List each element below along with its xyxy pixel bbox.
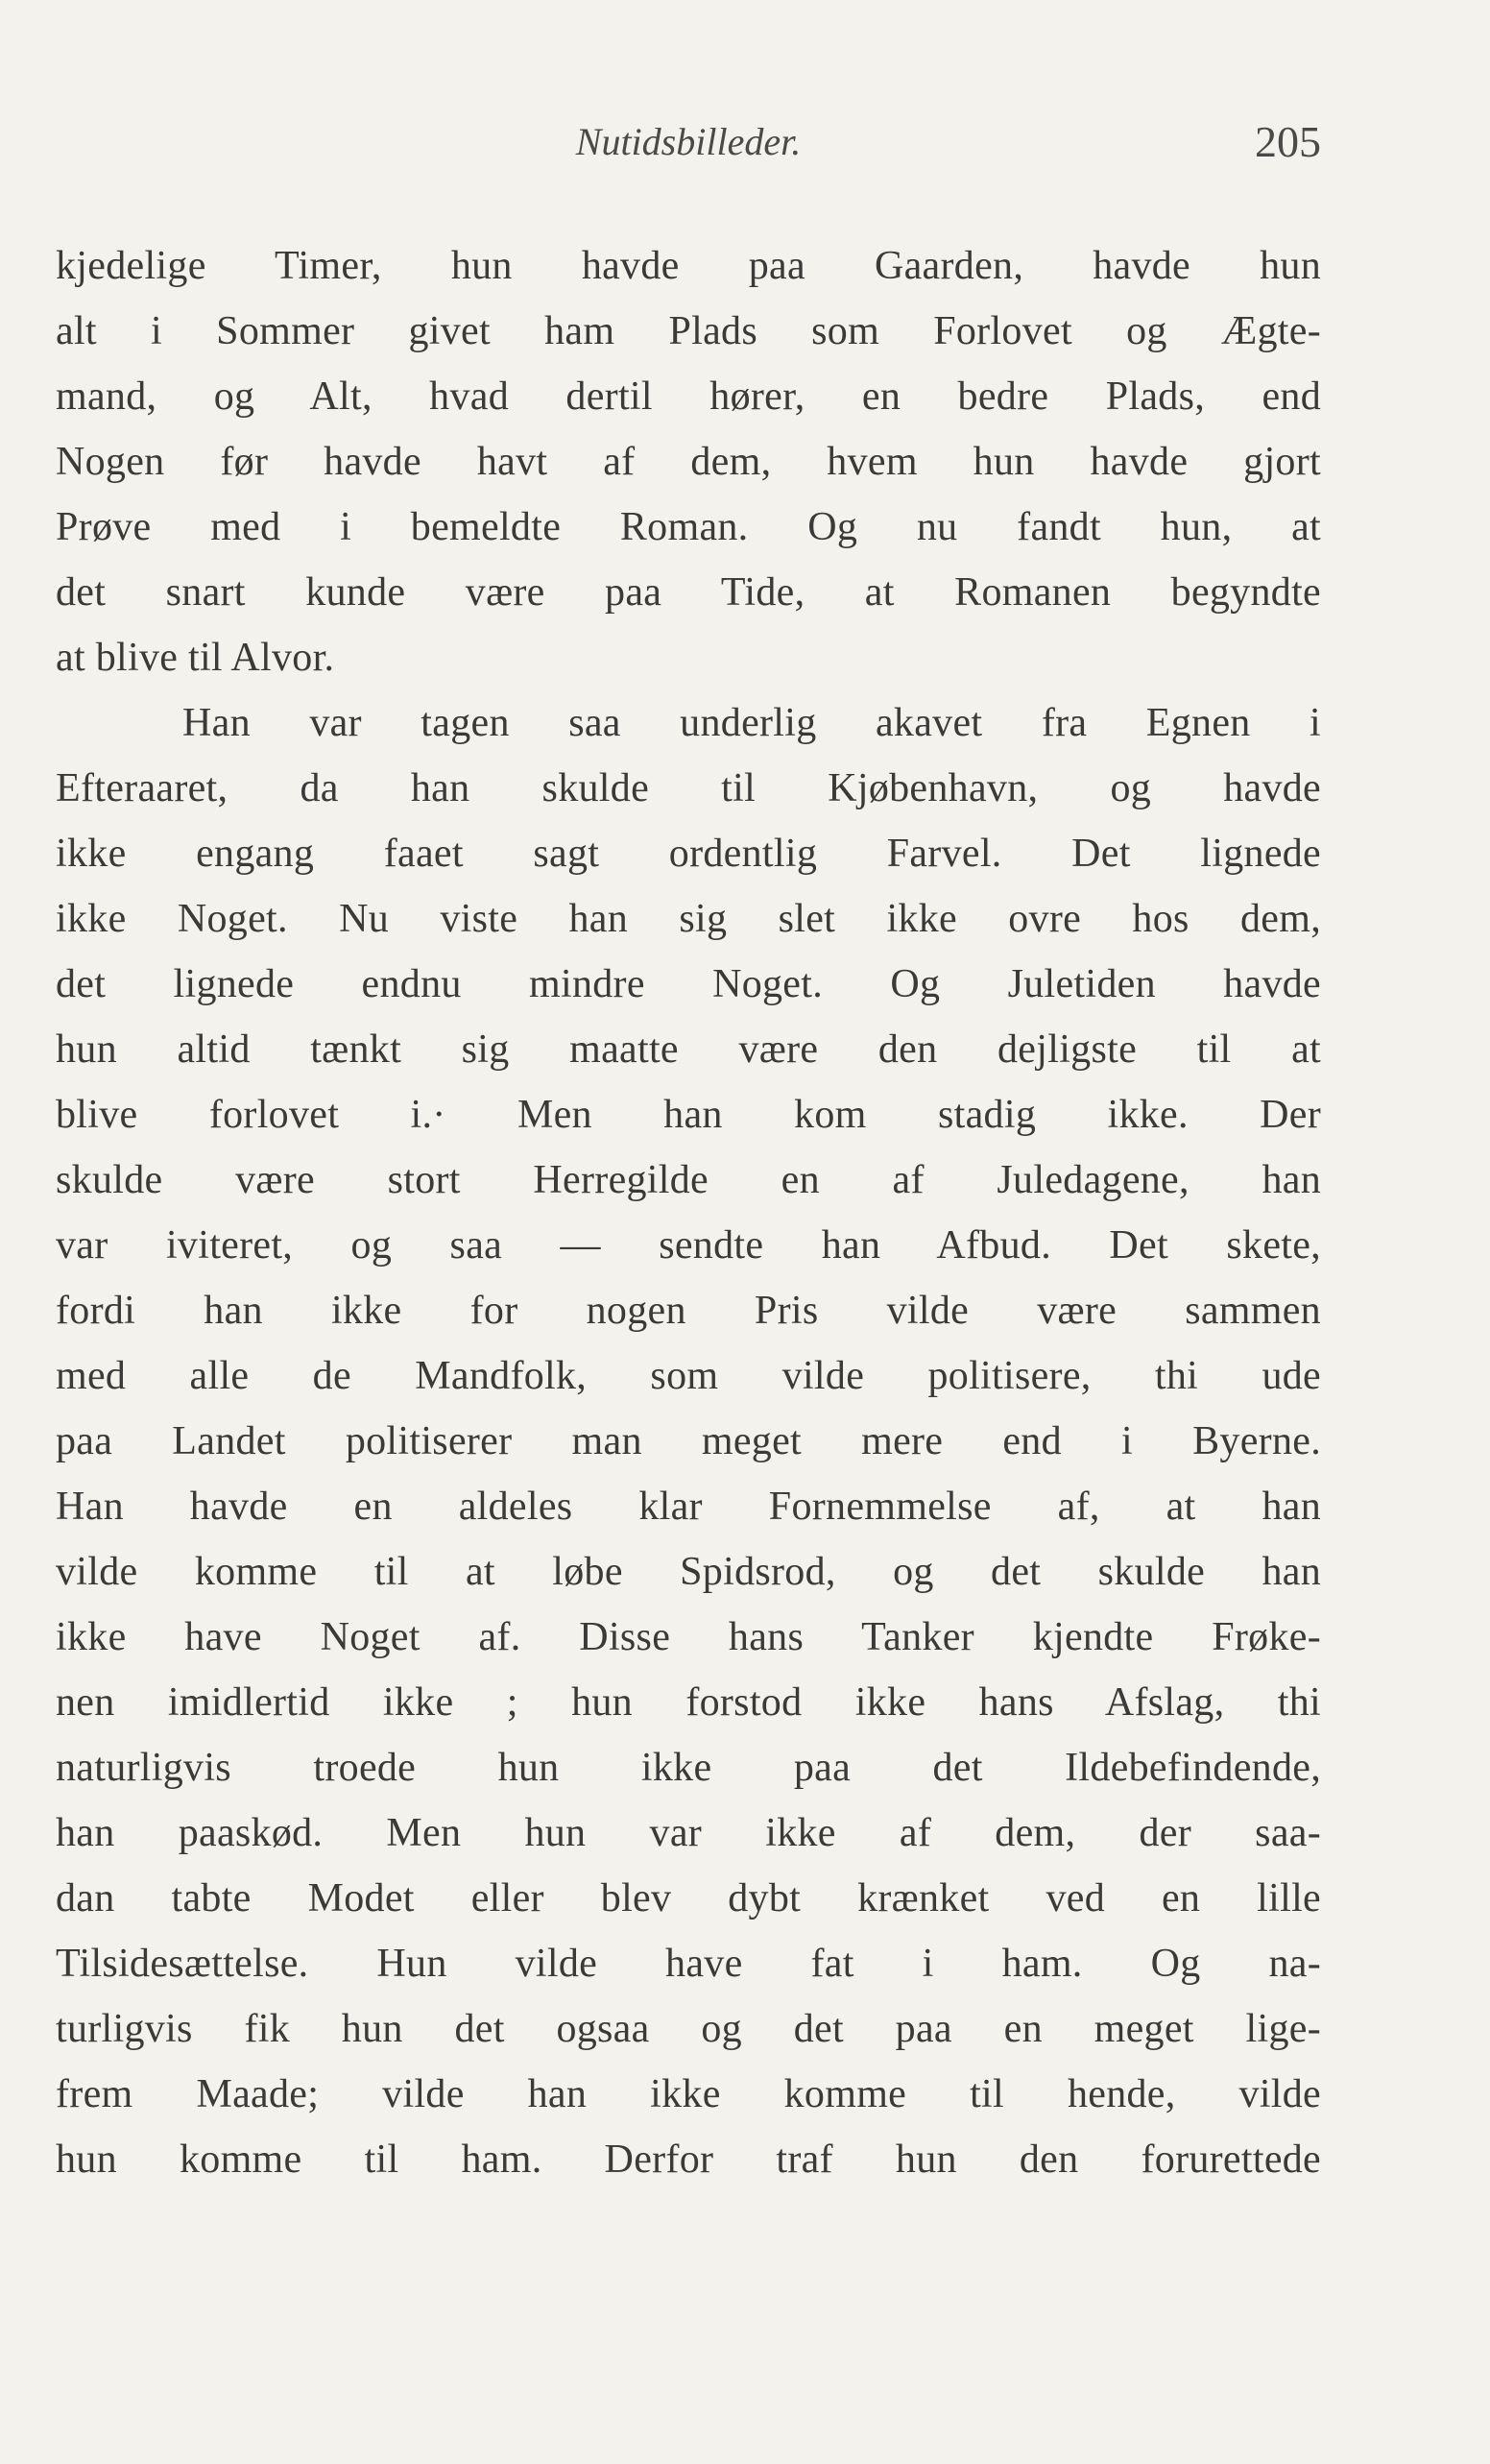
- text-line: det snart kunde være paa Tide, at Romanen begyndte: [56, 570, 1321, 615]
- text-line: ikke have Noget af. Disse hans Tanker kjendte Frøke-: [56, 1615, 1321, 1659]
- text-line: paa Landet politiserer man meget mere end i Byerne.: [56, 1419, 1321, 1463]
- text-line: hun altid tænkt sig maatte være den dejligste til at: [56, 1027, 1321, 1072]
- text-line: var iviteret, og saa — sendte han Afbud. Det skete,: [56, 1223, 1321, 1268]
- text-line: vilde komme til at løbe Spidsrod, og det skulde han: [56, 1550, 1321, 1594]
- text-line: Prøve med i bemeldte Roman. Og nu fandt hun, at: [56, 505, 1321, 549]
- text-line: Han var tagen saa underlig akavet fra Egnen i: [182, 701, 1321, 745]
- text-line: blive forlovet i.· Men han kom stadig ikke. Der: [56, 1093, 1321, 1137]
- text-line: alt i Sommer givet ham Plads som Forlovet og Ægte-: [56, 309, 1321, 353]
- text-line: fordi han ikke for nogen Pris vilde være sammen: [56, 1289, 1321, 1333]
- text-line: med alle de Mandfolk, som vilde politisere, thi ude: [56, 1354, 1321, 1398]
- text-line: frem Maade; vilde han ikke komme til hende, vilde: [56, 2072, 1321, 2116]
- text-line: ikke Noget. Nu viste han sig slet ikke ovre hos dem,: [56, 897, 1321, 941]
- text-line: kjedelige Timer, hun havde paa Gaarden, havde hun: [56, 244, 1321, 288]
- running-title: Nutidsbilleder.: [575, 120, 802, 163]
- text-line: ikke engang faaet sagt ordentlig Farvel. Det lignede: [56, 832, 1321, 876]
- text-line: dan tabte Modet eller blev dybt krænket ved en lille: [56, 1876, 1321, 1920]
- text-line: han paaskød. Men hun var ikke af dem, der saa-: [56, 1811, 1321, 1855]
- text-line: Nogen før havde havt af dem, hvem hun havde gjort: [56, 440, 1321, 484]
- text-line: Tilsidesættelse. Hun vilde have fat i ham. Og na-: [56, 1942, 1321, 1986]
- page-header: [56, 113, 1321, 171]
- page-number: 205: [1255, 117, 1321, 166]
- text-line: turligvis fik hun det ogsaa og det paa en meget lige-: [56, 2007, 1321, 2051]
- text-line: skulde være stort Herregilde en af Juledagene, han: [56, 1158, 1321, 1202]
- text-line: hun komme til ham. Derfor traf hun den forurettede: [56, 2138, 1321, 2182]
- text-line: mand, og Alt, hvad dertil hører, en bedre Plads, end: [56, 374, 1321, 419]
- text-line: nen imidlertid ikke ; hun forstod ikke hans Afslag, thi: [56, 1680, 1321, 1725]
- text-line: Han havde en aldeles klar Fornemmelse af, at han: [56, 1485, 1321, 1529]
- text-line: Efteraaret, da han skulde til Kjøbenhavn, og havde: [56, 766, 1321, 810]
- body-text: [56, 233, 1321, 2192]
- text-line: det lignede endnu mindre Noget. Og Juletiden havde: [56, 962, 1321, 1006]
- text-line: naturligvis troede hun ikke paa det Ildebefindende,: [56, 1746, 1321, 1790]
- text-line: at blive til Alvor.: [56, 636, 335, 680]
